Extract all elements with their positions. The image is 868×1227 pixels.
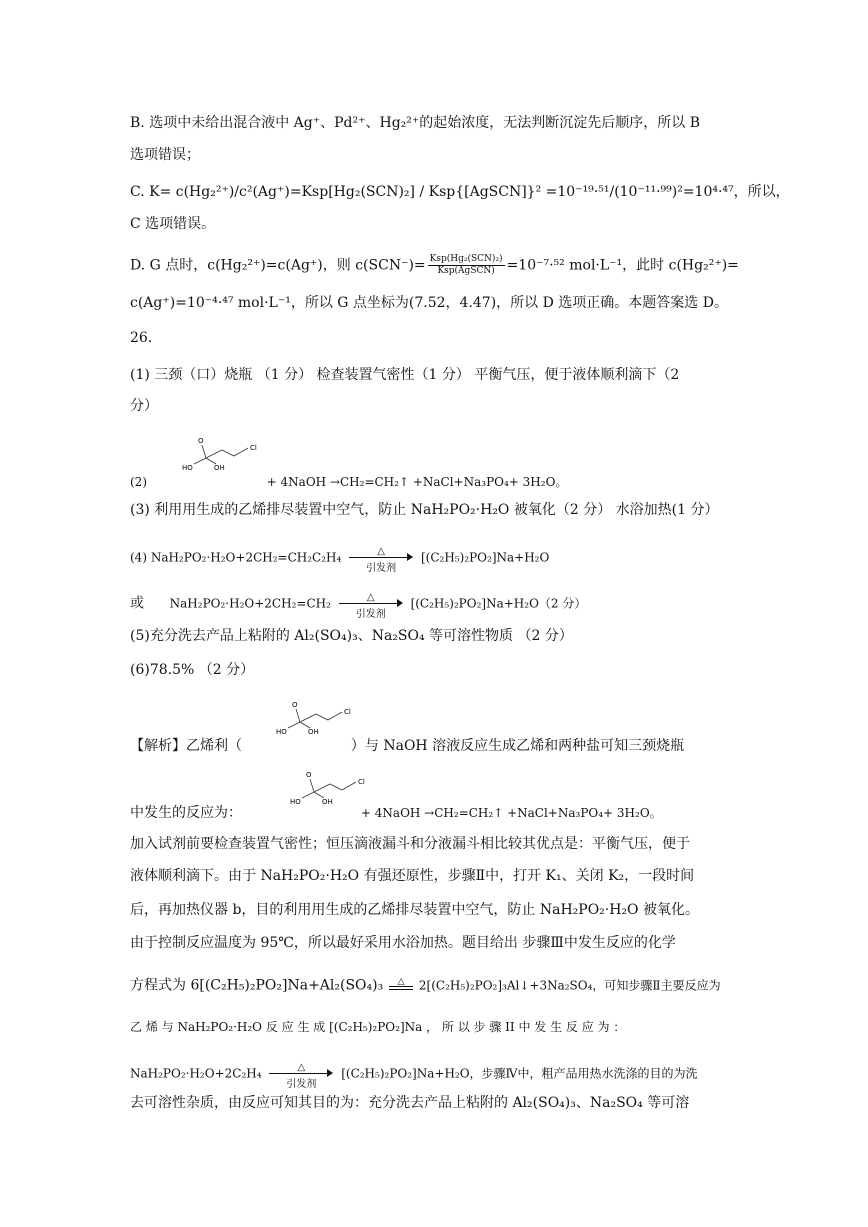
explanation-line-8: 乙 烯 与 NaH₂PO₂·H₂O 反 应 生 成 [(C₂H₅)₂PO₂]Na ， 所 以 步 骤 II 中 发 生 反 应 为 ： — [130, 1020, 626, 1034]
heat-symbol: △ — [366, 592, 375, 603]
explanation-1-post: ）与 NaOH 溶液反应生成乙烯和两种盐可知三颈烧瓶 — [350, 738, 685, 754]
answer-1-line-1: (1) 三颈（口）烧瓶 （1 分） 检查装置气密性（1 分） 平衡气压，便于液体顺利滴下（2 — [130, 367, 680, 383]
heat-symbol: △ — [377, 546, 385, 557]
atom-oh: OH — [308, 728, 319, 736]
explanation-2-pre: 中发生的反应为： — [130, 805, 242, 821]
option-d-post: =10⁻⁷·⁵² mol·L⁻¹，此时 c(Hg₂²⁺)= — [506, 257, 739, 274]
ksp-fraction — [428, 254, 505, 277]
explanation-9-post: [(C₂H₅)₂PO₂]Na+H₂O，步骤Ⅳ中，粗产品用热水洗涤的目的为洗 — [341, 1066, 698, 1081]
explanation-1-pre: 【解析】乙烯利（ — [130, 738, 242, 754]
answer-4b-products: [(C₂H₅)₂PO₂]Na+H₂O（2 分） — [410, 596, 587, 611]
answer-4-line-2 — [130, 590, 586, 618]
answer-2-equation: + 4NaOH →CH₂=CH₂↑ +NaCl+Na₃PO₄+ 3H₂O。 — [266, 475, 568, 489]
option-c-line-2: C 选项错误。 — [130, 216, 216, 232]
answer-4-line-1 — [130, 544, 549, 572]
explanation-7-post: 2[(C₂H₅)₂PO₂]₃Al↓+3Na₂SO₄，可知步骤Ⅱ主要反应为 — [418, 978, 721, 993]
answer-1-line-2: 分） — [130, 398, 158, 414]
atom-ho: HO — [290, 798, 301, 806]
atom-ho: HO — [276, 728, 287, 736]
question-number: 26. — [130, 330, 153, 346]
explanation-2-post: + 4NaOH →CH₂=CH₂↑ +NaCl+Na₃PO₄+ 3H₂O。 — [360, 806, 662, 820]
initiator-label: 引发剂 — [366, 563, 397, 574]
atom-cl: Cl — [344, 708, 351, 716]
fraction-numerator: Ksp(Hg₂(SCN)₂) — [429, 254, 503, 264]
explanation-7-pre: 方程式为 6[(C₂H₅)₂PO₂]Na+Al₂(SO₄)₃ — [130, 977, 384, 994]
explanation-line-9 — [130, 1060, 698, 1088]
explanation-9-pre: NaH₂PO₂·H₂O+2C₂H₄ — [130, 1066, 262, 1081]
or-label: 或 — [130, 595, 144, 612]
atom-oh: OH — [214, 464, 225, 472]
explanation-line-6: 由于控制反应温度为 95℃，所以最好采用水浴加热。题目给出 步骤Ⅲ中发生反应的化学 — [130, 935, 676, 951]
heat-equals-sign — [389, 975, 413, 997]
explanation-line-7 — [130, 975, 721, 997]
atom-o: O — [306, 771, 312, 779]
answer-4-reactants: (4) NaH₂PO₂·H₂O+2CH₂=CH₂C₂H₄ — [130, 550, 342, 565]
answer-4b-reactants: NaH₂PO₂·H₂O+2CH₂=CH₂ — [169, 596, 331, 611]
atom-oh: OH — [322, 798, 333, 806]
answer-2-line — [130, 472, 567, 492]
ethephon-structure-2 — [272, 700, 362, 736]
atom-cl: Cl — [358, 778, 365, 786]
explanation-line-2 — [130, 803, 662, 823]
explanation-line-10: 去可溶性杂质，由反应可知其目的为：充分洗去产品上粘附的 Al₂(SO₄)₃、Na₂SO₄ 等可溶 — [130, 1095, 690, 1111]
answer-4-products: [(C₂H₅)₂PO₂]Na+H₂O — [420, 550, 550, 565]
reaction-arrow-2 — [339, 590, 403, 618]
atom-o: O — [198, 437, 204, 445]
reaction-arrow-3 — [269, 1060, 333, 1088]
answer-3-line: (3) 利用用生成的乙烯排尽装置中空气，防止 NaH₂PO₂·H₂O 被氧化（2 分） 水浴加热(1 分） — [130, 502, 719, 518]
initiator-label: 引发剂 — [286, 1079, 317, 1090]
option-d-line-1 — [130, 254, 739, 277]
atom-o: O — [292, 701, 298, 709]
option-d-line-2: c(Ag⁺)=10⁻⁴·⁴⁷ mol·L⁻¹，所以 G 点坐标为(7.52，4.47)，所以 D 选项正确。本题答案选 D。 — [130, 295, 728, 311]
explanation-line-1 — [130, 736, 684, 756]
option-d-pre: D. G 点时，c(Hg₂²⁺)=c(Ag⁺)，则 c(SCN⁻)= — [130, 257, 426, 274]
ethephon-structure-3 — [286, 770, 376, 806]
reaction-arrow-1 — [349, 544, 413, 572]
option-b-line-2: 选项错误； — [130, 147, 200, 163]
heat-symbol: △ — [297, 1062, 306, 1073]
atom-cl: Cl — [250, 444, 257, 452]
initiator-label: 引发剂 — [355, 609, 386, 620]
option-b-line-1: B. 选项中未给出混合液中 Ag⁺、Pd²⁺、Hg₂²⁺的起始浓度，无法判断沉淀先后顺序，所以 B — [130, 115, 701, 131]
answer-2-number: (2) — [130, 475, 147, 489]
answer-5-line: (5)充分洗去产品上粘附的 Al₂(SO₄)₃、Na₂SO₄ 等可溶性物质 （2 分） — [130, 628, 573, 644]
option-c-line-1: C. K= c(Hg₂²⁺)/c²(Ag⁺)=Ksp[Hg₂(SCN)₂] / Ksp{[AgSCN]}² =10⁻¹⁹·⁵¹/(10⁻¹¹·⁹⁹)²=10⁴·⁴⁷，所以， — [130, 184, 790, 200]
atom-ho: HO — [182, 464, 193, 472]
explanation-line-4: 液体顺利滴下。由于 NaH₂PO₂·H₂O 有强还原性，步骤Ⅱ中，打开 K₁、关闭 K₂，一段时间 — [130, 868, 695, 884]
explanation-line-5: 后，再加热仪器 b，目的利用用生成的乙烯排尽装置中空气，防止 NaH₂PO₂·H₂O 被氧化。 — [130, 902, 699, 918]
heat-symbol: △ — [397, 977, 405, 987]
ethephon-structure-1 — [178, 436, 268, 472]
explanation-line-3: 加入试剂前要检查装置气密性；恒压滴液漏斗和分液漏斗相比较其优点是：平衡气压，便于 — [130, 836, 690, 852]
answer-6-line: (6)78.5% （2 分） — [130, 662, 255, 678]
fraction-denominator: Ksp(AgSCN) — [437, 266, 495, 276]
